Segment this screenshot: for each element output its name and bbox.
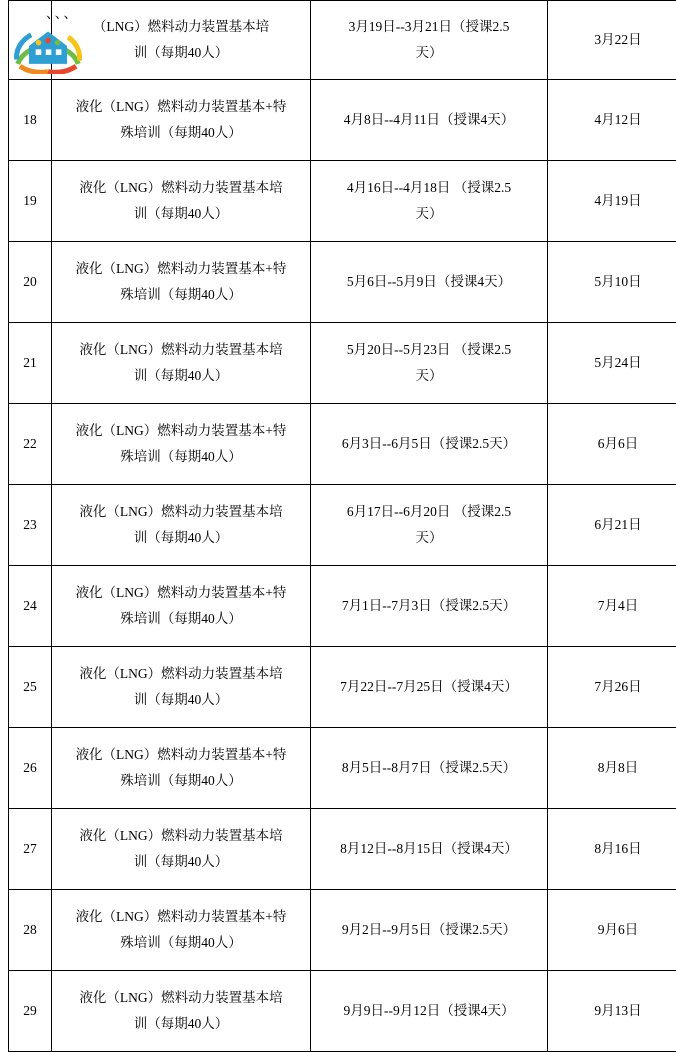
row-course <box>52 485 311 566</box>
row-number: 27 <box>9 809 52 890</box>
table-row <box>9 728 676 809</box>
row-number: 19 <box>9 161 52 242</box>
course-line-1: 液化（LNG）燃料动力装置基本+特 <box>76 423 287 438</box>
row-exam-date: 4月12日 <box>548 80 676 161</box>
course-line-2: 训（每期40人） <box>134 530 229 545</box>
date-line-2: 天） <box>416 530 443 545</box>
row-number: 26 <box>9 728 52 809</box>
table-row <box>9 647 676 728</box>
row-date <box>311 161 548 242</box>
date-line-1: 4月16日--4月18日 （授课2.5 <box>347 180 511 195</box>
course-line-1: 液化（LNG）燃料动力装置基本培 <box>79 990 282 1005</box>
row-number: 21 <box>9 323 52 404</box>
table-row <box>9 404 676 485</box>
row-course <box>52 647 311 728</box>
row-number: 24 <box>9 566 52 647</box>
course-line-2: 训（每期40人） <box>134 1016 229 1031</box>
row-number: 18 <box>9 80 52 161</box>
row-date <box>311 1 548 80</box>
course-line-1: 液化（LNG）燃料动力装置基本培 <box>79 828 282 843</box>
course-line-1: 液化（LNG）燃料动力装置基本+特 <box>76 747 287 762</box>
row-course <box>52 161 311 242</box>
course-line-1: 液化（LNG）燃料动力装置基本培 <box>79 666 282 681</box>
date-line-2: 天） <box>416 45 443 60</box>
course-line-1: 液化（LNG）燃料动力装置基本+特 <box>76 99 287 114</box>
row-course <box>52 323 311 404</box>
row-number: 28 <box>9 890 52 971</box>
row-course <box>52 728 311 809</box>
date-line-1: 6月17日--6月20日 （授课2.5 <box>347 504 511 519</box>
row-course <box>52 890 311 971</box>
table-row <box>9 242 676 323</box>
row-course <box>52 566 311 647</box>
course-line-2: 训（每期40人） <box>134 368 229 383</box>
date-line-2: 天） <box>416 206 443 221</box>
row-exam-date: 7月4日 <box>548 566 676 647</box>
row-exam-date: 9月13日 <box>548 971 676 1052</box>
table-row <box>9 1 676 80</box>
course-line-1: 液化（LNG）燃料动力装置基本+特 <box>76 585 287 600</box>
row-exam-date: 3月22日 <box>548 1 676 80</box>
row-date: 8月5日--8月7日（授课2.5天） <box>311 728 548 809</box>
partial-top-text: 、、、 <box>46 2 79 22</box>
course-line-2: 训（每期40人） <box>134 692 229 707</box>
table-row <box>9 485 676 566</box>
row-date: 7月22日--7月25日（授课4天） <box>311 647 548 728</box>
table-row <box>9 323 676 404</box>
course-line-2: 训（每期40人） <box>134 854 229 869</box>
row-date: 7月1日--7月3日（授课2.5天） <box>311 566 548 647</box>
row-number: 22 <box>9 404 52 485</box>
row-date <box>311 485 548 566</box>
row-date: 6月3日--6月5日（授课2.5天） <box>311 404 548 485</box>
course-line-2: 殊培训（每期40人） <box>120 287 242 302</box>
course-line-2: 殊培训（每期40人） <box>120 935 242 950</box>
row-exam-date: 8月16日 <box>548 809 676 890</box>
row-date: 9月2日--9月5日（授课2.5天） <box>311 890 548 971</box>
row-course <box>52 80 311 161</box>
table-row <box>9 890 676 971</box>
row-exam-date: 7月26日 <box>548 647 676 728</box>
row-exam-date: 5月10日 <box>548 242 676 323</box>
course-line-2: 殊培训（每期40人） <box>120 611 242 626</box>
table-row <box>9 161 676 242</box>
table-row <box>9 809 676 890</box>
course-line-1: 液化（LNG）燃料动力装置基本+特 <box>76 261 287 276</box>
row-exam-date: 6月21日 <box>548 485 676 566</box>
row-date: 5月6日--5月9日（授课4天） <box>311 242 548 323</box>
course-line-2: 殊培训（每期40人） <box>120 449 242 464</box>
row-course <box>52 404 311 485</box>
course-line-2: 殊培训（每期40人） <box>120 773 242 788</box>
course-line-1: 液化（LNG）燃料动力装置基本培 <box>79 180 282 195</box>
date-line-2: 天） <box>416 368 443 383</box>
row-exam-date: 8月8日 <box>548 728 676 809</box>
row-number: 20 <box>9 242 52 323</box>
course-line-1: 液化（LNG）燃料动力装置基本培 <box>79 504 282 519</box>
training-schedule-table <box>8 0 676 1052</box>
date-line-1: 5月20日--5月23日 （授课2.5 <box>347 342 511 357</box>
row-date: 9月9日--9月12日（授课4天） <box>311 971 548 1052</box>
course-line-1: （LNG）燃料动力装置基本培 <box>93 19 269 34</box>
course-line-1: 液化（LNG）燃料动力装置基本培 <box>79 342 282 357</box>
row-number: 23 <box>9 485 52 566</box>
row-number: 25 <box>9 647 52 728</box>
course-line-2: 训（每期40人） <box>134 45 229 60</box>
course-line-1: 液化（LNG）燃料动力装置基本+特 <box>76 909 287 924</box>
row-course <box>52 242 311 323</box>
table-row <box>9 566 676 647</box>
row-exam-date: 9月6日 <box>548 890 676 971</box>
row-date: 8月12日--8月15日（授课4天） <box>311 809 548 890</box>
course-line-2: 殊培训（每期40人） <box>120 125 242 140</box>
row-date <box>311 323 548 404</box>
table-row <box>9 80 676 161</box>
row-course <box>52 971 311 1052</box>
row-exam-date: 6月6日 <box>548 404 676 485</box>
row-exam-date: 5月24日 <box>548 323 676 404</box>
row-date: 4月8日--4月11日（授课4天） <box>311 80 548 161</box>
row-course <box>52 1 311 80</box>
date-line-1: 3月19日--3月21日（授课2.5 <box>349 19 510 34</box>
row-number: 29 <box>9 971 52 1052</box>
row-course <box>52 809 311 890</box>
course-line-2: 训（每期40人） <box>134 206 229 221</box>
row-exam-date: 4月19日 <box>548 161 676 242</box>
table-row <box>9 971 676 1052</box>
